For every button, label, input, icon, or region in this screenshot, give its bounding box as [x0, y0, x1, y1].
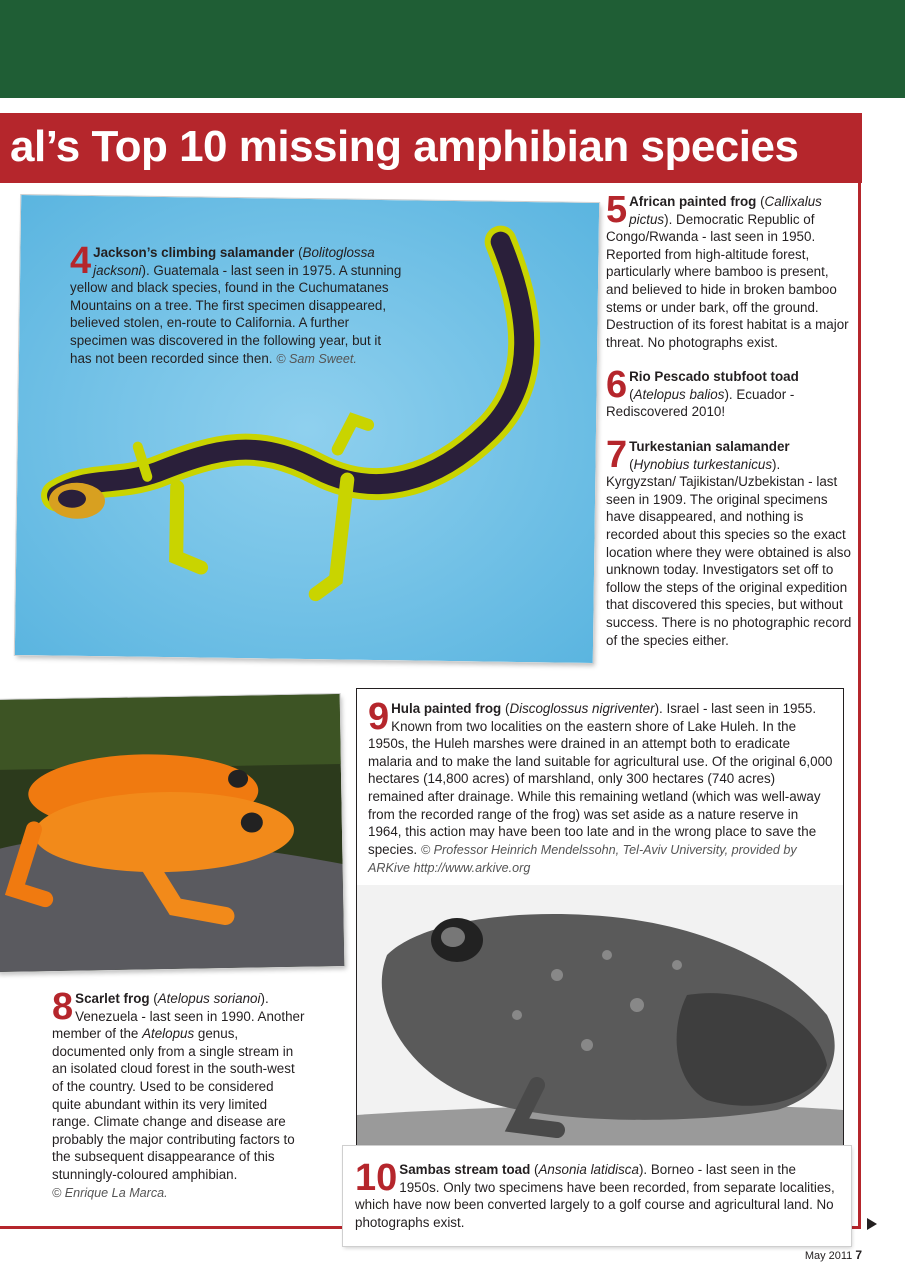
photo-credit: © Enrique La Marca.: [52, 1185, 168, 1200]
scientific-name: Atelopus balios: [633, 386, 725, 402]
page-number: 7: [855, 1248, 862, 1262]
issue-date: May 2011: [804, 1250, 853, 1262]
species-number: 4: [70, 240, 92, 282]
species-name: Hula painted frog: [391, 701, 502, 716]
species-description: genus, documented only from a single stream in an isolated cloud forest in the south-west of the country. Used to be considered quite abundant within its very limited range. Climate change and disease are probably the major contributing factors to the subsequent disappearance of this stunningly-coloured amphibian.: [52, 1026, 295, 1182]
species-description: ). Ecuador - Rediscovered 2010!: [606, 386, 795, 420]
species-number: 8: [52, 986, 74, 1028]
scientific-name: Ansonia latidisca: [538, 1162, 639, 1177]
species-name: Turkestanian salamander: [629, 439, 790, 454]
species-4-text: [70, 240, 402, 368]
species-9-box: [356, 688, 844, 1150]
top-color-band: [0, 0, 905, 98]
species-description: ). Kyrgyzstan/ Tajikistan/Uzbekistan - last seen in 1909. The original specimens have disappeared, and nothing is recorded about this species so the exact location where they were obtained is also unknown today. Investigators set off to follow the steps of the original expedition that discovered this species, but without success. There is no photographic record of the species either.: [606, 456, 852, 648]
scarlet-frog-photo: [0, 694, 344, 972]
scientific-name: Discoglossus nigriventer: [509, 701, 655, 716]
species-name: Rio Pescado stubfoot toad: [629, 369, 799, 384]
next-page-arrow-icon: [867, 1218, 877, 1230]
species-description: ). Guatemala - last seen in 1975. A stunning yellow and black species, found in the Cuchumatanes Mountains on a tree. The first specimen disappeared, believed stolen, en-route to California. A further specimen was discovered in the following year, but it has not been recorded since then.: [70, 262, 402, 366]
species-8-text: [52, 986, 306, 1202]
species-name: Sambas stream toad: [399, 1162, 531, 1177]
scientific-name: Bolitoglossa jacksoni: [93, 245, 375, 278]
text-fragment: (: [501, 701, 510, 716]
text-fragment: (: [756, 194, 765, 209]
species-name: Jackson’s climbing salamander: [93, 245, 295, 260]
photo-credit: © Sam Sweet.: [276, 351, 357, 366]
species-number: 9: [368, 696, 390, 738]
species-description: ). Democratic Republic of Congo/Rwanda - last seen in 1950. Reported from high-altitude forest, particularly where bamboo is present, and believed to hide in broken bamboo stems or under bark, off the ground. Destruction of its forest habitat is a major threat. No photographs exist.: [606, 211, 849, 350]
species-5-text: [606, 189, 850, 351]
frame-border-right: [858, 183, 861, 1228]
species-description: ). Israel - last seen in 1955. Known from two localities on the eastern shore of Lake Huleh. In the 1950s, the Huleh marshes were drained in an attempt both to eradicate malaria and to make the land suitable for agricultural use. Of the original 6,000 hectares (14,800 acres) of marshland, only 300 hectares (740 acres) remained after drainage. While this remaining wetland (which was well-away from the recorded range of the frog) was set aside as a nature reserve in 1964, this action may have been too late and in the wrong place to save the species.: [368, 701, 833, 857]
text-fragment: (: [149, 991, 158, 1006]
species-name: Scarlet frog: [75, 991, 150, 1006]
species-9-text: [368, 696, 833, 878]
species-6-text: [606, 364, 850, 421]
species-10-text: [355, 1157, 839, 1231]
species-description: ). Borneo - last seen in the 1950s. Only two specimens have been recorded, from separate localities, which have now been converted largely to a golf course and agricultural land. No photographs exist.: [355, 1162, 835, 1230]
species-number: 6: [606, 364, 628, 406]
text-fragment: (: [629, 456, 634, 472]
hula-frog-photo: [357, 885, 843, 1149]
text-fragment: (: [530, 1162, 539, 1177]
species-number: 10: [355, 1157, 398, 1199]
scientific-name: Hynobius turkestanicus: [633, 456, 773, 472]
text-fragment: (: [629, 386, 634, 402]
species-10-box: [343, 1146, 851, 1246]
species-7-text: [606, 434, 852, 649]
title-banner: [0, 113, 862, 183]
species-number: 7: [606, 434, 628, 476]
scientific-name: Callixalus pictus: [629, 194, 822, 227]
scientific-name: Atelopus: [142, 1026, 195, 1042]
species-description: ). Venezuela - last seen in 1990. Another member of the: [52, 991, 305, 1042]
page-footer: [805, 1248, 862, 1262]
scientific-name: Atelopus sorianoi: [157, 991, 261, 1006]
text-fragment: (: [294, 245, 303, 260]
page-title: al’s Top 10 missing amphibian species: [10, 122, 799, 171]
photo-credit: © Professor Heinrich Mendelssohn, Tel-Aviv University, provided by ARKive http://www.arkive.org: [368, 842, 797, 876]
species-number: 5: [606, 189, 628, 231]
species-name: African painted frog: [629, 194, 757, 209]
